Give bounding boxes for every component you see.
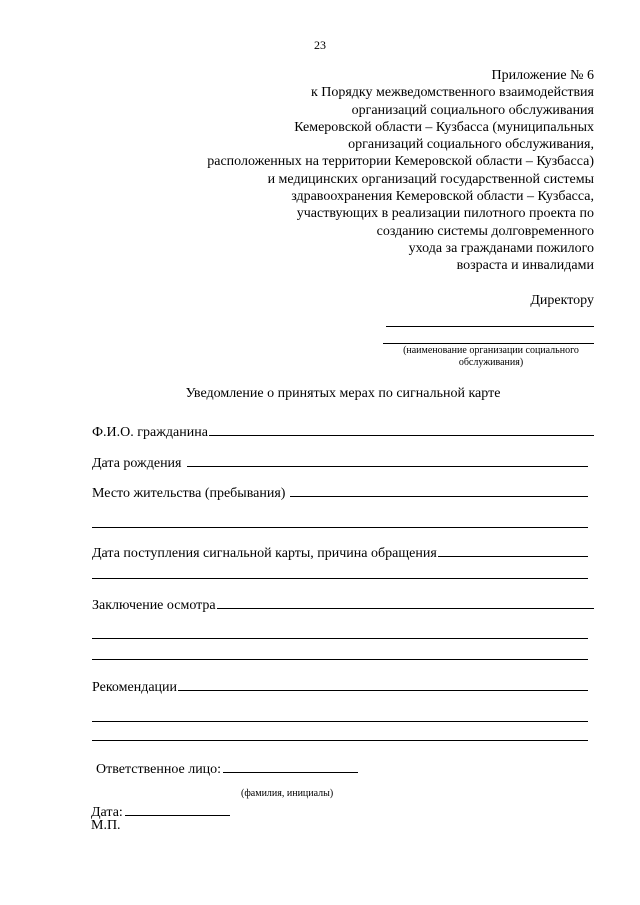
fio-field — [92, 421, 594, 441]
residence-extra-line[interactable] — [92, 527, 588, 528]
responsible-field — [96, 758, 358, 778]
fio-blank[interactable] — [209, 421, 594, 436]
residence-field — [92, 482, 588, 502]
stamp-label: М.П. — [91, 818, 121, 833]
examination-label: Заключение осмотра — [92, 598, 216, 613]
responsible-label: Ответственное лицо: — [96, 762, 222, 777]
signal-card-blank[interactable] — [438, 542, 588, 557]
birth-date-field — [92, 452, 588, 472]
addressee-line[interactable] — [383, 343, 594, 344]
date-label: Дата: — [91, 805, 123, 820]
fio-label: Ф.И.О. гражданина — [92, 425, 208, 440]
examination-blank[interactable] — [217, 594, 594, 609]
appendix-line: участвующих в реализации пилотного проекта по — [296, 206, 594, 222]
appendix-line: ухода за гражданами пожилого — [408, 240, 594, 256]
recommendations-blank[interactable] — [178, 676, 588, 691]
birth-date-blank[interactable] — [187, 452, 589, 467]
recommendations-extra-line[interactable] — [92, 721, 588, 722]
examination-extra-line[interactable] — [92, 659, 588, 660]
appendix-line: возраста и инвалидами — [456, 258, 594, 274]
signal-card-field — [92, 542, 588, 562]
appendix-header — [74, 67, 594, 275]
addressee-line[interactable] — [386, 326, 594, 327]
signal-card-extra-line[interactable] — [92, 578, 588, 579]
signal-card-label: Дата поступления сигнальной карты, причина обращения — [92, 546, 437, 561]
document-title: Уведомление о принятых мерах по сигнальной карте — [185, 386, 501, 401]
addressee-label: Директору — [530, 293, 594, 308]
appendix-line: расположенных на территории Кемеровской области – Кузбасса) — [207, 154, 594, 170]
recommendations-label: Рекомендации — [92, 680, 178, 695]
responsible-caption: (фамилия, инициалы) — [241, 788, 334, 799]
recommendations-field — [92, 676, 588, 696]
appendix-line: Кемеровской области – Кузбасса (муниципальных — [294, 119, 594, 135]
birth-date-label: Дата рождения — [92, 456, 182, 471]
page-number: 23 — [314, 38, 326, 52]
addressee-caption-line: обслуживания) — [458, 357, 524, 368]
residence-blank[interactable] — [290, 482, 588, 497]
addressee-caption — [386, 345, 596, 369]
appendix-line: здравоохранения Кемеровской области – Кузбасса, — [291, 189, 594, 205]
responsible-blank[interactable] — [223, 758, 358, 773]
examination-extra-line[interactable] — [92, 638, 588, 639]
appendix-line: Приложение № 6 — [491, 68, 594, 83]
appendix-line: к Порядку межведомственного взаимодействия — [310, 85, 594, 101]
examination-field — [92, 594, 594, 614]
addressee-caption-line: (наименование организации социального — [403, 345, 579, 356]
date-blank[interactable] — [125, 801, 230, 816]
residence-label: Место жительства (пребывания) — [92, 486, 286, 501]
appendix-line: организаций социального обслуживания — [351, 102, 594, 118]
appendix-line: и медицинских организаций государственной системы — [267, 171, 594, 187]
recommendations-extra-line[interactable] — [92, 740, 588, 741]
appendix-line: созданию системы долговременного — [376, 223, 594, 239]
appendix-line: организаций социального обслуживания, — [348, 137, 594, 153]
